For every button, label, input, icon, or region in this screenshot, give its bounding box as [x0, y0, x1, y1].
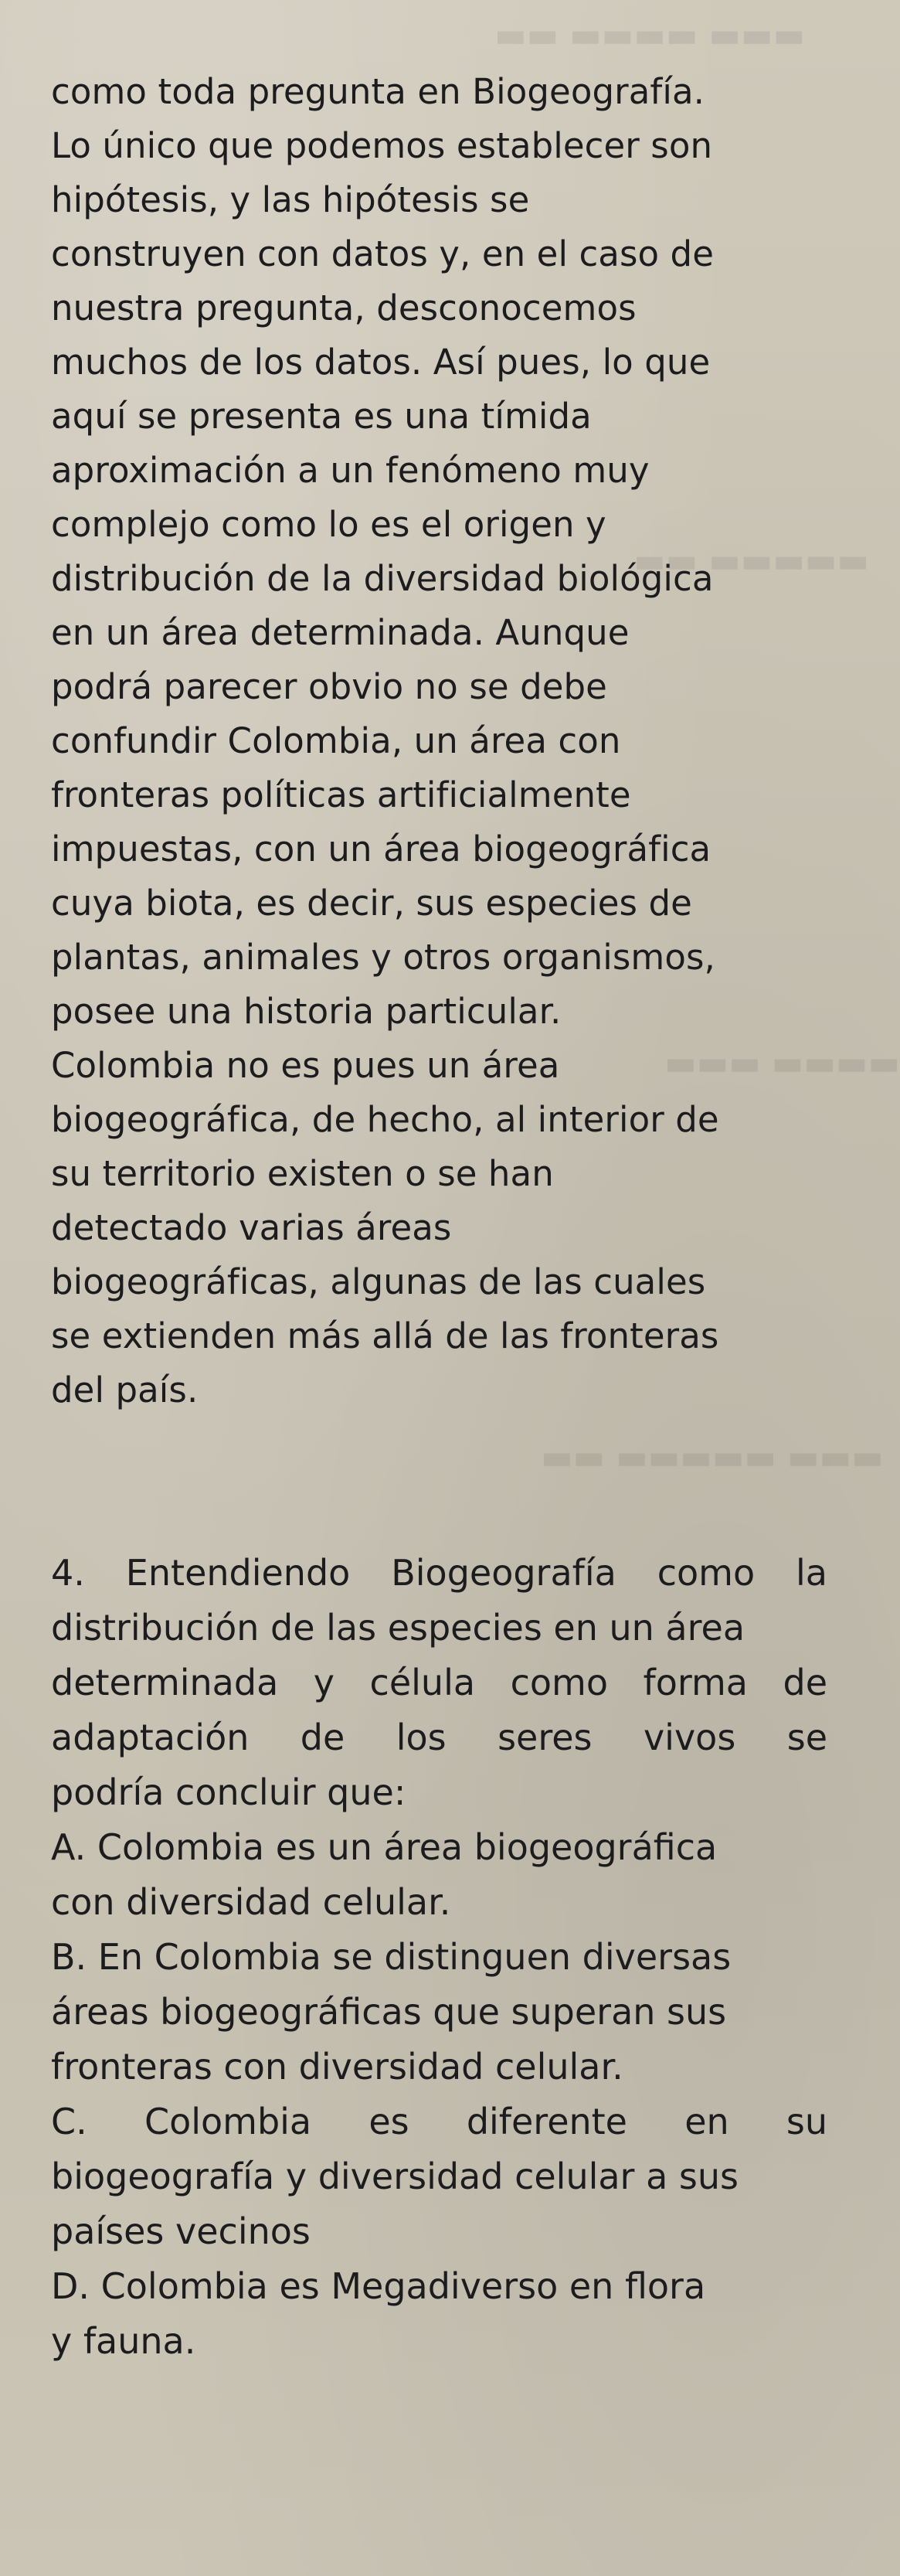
passage-line: en un área determinada. Aunque: [51, 612, 630, 653]
passage-line: aquí se presenta es una tímida: [51, 396, 592, 437]
question-stem-line: 4. Entendiendo Biogeografía como la: [51, 1552, 827, 1594]
passage-line: su territorio existen o se han: [51, 1153, 554, 1194]
option-line: áreas biogeográficas que superan sus: [51, 1991, 727, 2033]
passage-line: distribución de la diversidad biológica: [51, 558, 714, 599]
option-line: y fauna.: [51, 2320, 196, 2362]
passage-line: construyen con datos y, en el caso de: [51, 233, 714, 274]
show-through-texture: ▬▬▬▬ ▬▬▬: [664, 1043, 900, 1083]
passage-line: podrá parecer obvio no se debe: [51, 666, 607, 707]
question-stem: [51, 1546, 827, 1820]
passage-line: fronteras políticas artificialmente: [51, 774, 631, 815]
question-stem-line: podría concluir que:: [51, 1771, 406, 1813]
option-d[interactable]: [51, 2259, 827, 2369]
passage-line: cuya biota, es decir, sus especies de: [51, 883, 692, 924]
passage-line: posee una historia particular.: [51, 991, 562, 1032]
show-through-texture: ▬▬▬ ▬▬▬▬▬ ▬▬: [541, 1438, 884, 1477]
show-through-texture: ▬▬▬ ▬▬▬▬ ▬▬: [494, 15, 806, 55]
option-b[interactable]: [51, 1930, 827, 2094]
option-c[interactable]: [51, 2094, 827, 2259]
passage-line: como toda pregunta en Biogeografía.: [51, 71, 705, 112]
passage-line: aproximación a un fenómeno muy: [51, 450, 650, 491]
passage-line: complejo como lo es el origen y: [51, 504, 606, 545]
passage-line: se extienden más allá de las fronteras: [51, 1315, 719, 1356]
option-line: países vecinos: [51, 2210, 311, 2252]
passage-line: nuestra pregunta, desconocemos: [51, 288, 637, 328]
passage-line: detectado varias áreas: [51, 1207, 452, 1248]
passage-line: confundir Colombia, un área con: [51, 720, 621, 761]
question-stem-line: determinada y célula como forma de: [51, 1662, 827, 1703]
passage-line: Lo único que podemos establecer son: [51, 125, 713, 166]
question-4: [51, 1546, 827, 2369]
option-a[interactable]: [51, 1820, 827, 1930]
option-line: biogeografía y diversidad celular a sus: [51, 2156, 739, 2197]
option-line: C. Colombia es diferente en su: [51, 2101, 827, 2142]
option-line: B. En Colombia se distinguen diversas: [51, 1936, 732, 1978]
show-through-texture: ▬▬▬▬▬ ▬▬: [633, 541, 869, 580]
option-line: con diversidad celular.: [51, 1881, 451, 1923]
passage-line: Colombia no es pues un área: [51, 1045, 560, 1086]
reading-passage: [51, 65, 854, 1417]
passage-line: del país.: [51, 1370, 199, 1411]
passage-line: plantas, animales y otros organismos,: [51, 937, 715, 978]
passage-line: impuestas, con un área biogeográfica: [51, 829, 712, 869]
passage-line: biogeográficas, algunas de las cuales: [51, 1261, 706, 1302]
passage-line: biogeográfica, de hecho, al interior de: [51, 1099, 719, 1140]
question-stem-line: distribución de las especies en un área: [51, 1607, 745, 1649]
passage-line: hipótesis, y las hipótesis se: [51, 179, 530, 220]
option-line: D. Colombia es Megadiverso en flora: [51, 2265, 706, 2307]
option-line: A. Colombia es un área biogeográfica: [51, 1826, 718, 1868]
question-stem-line: adaptación de los seres vivos se: [51, 1717, 827, 1758]
option-line: fronteras con diversidad celular.: [51, 2046, 623, 2088]
passage-line: muchos de los datos. Así pues, lo que: [51, 342, 711, 383]
